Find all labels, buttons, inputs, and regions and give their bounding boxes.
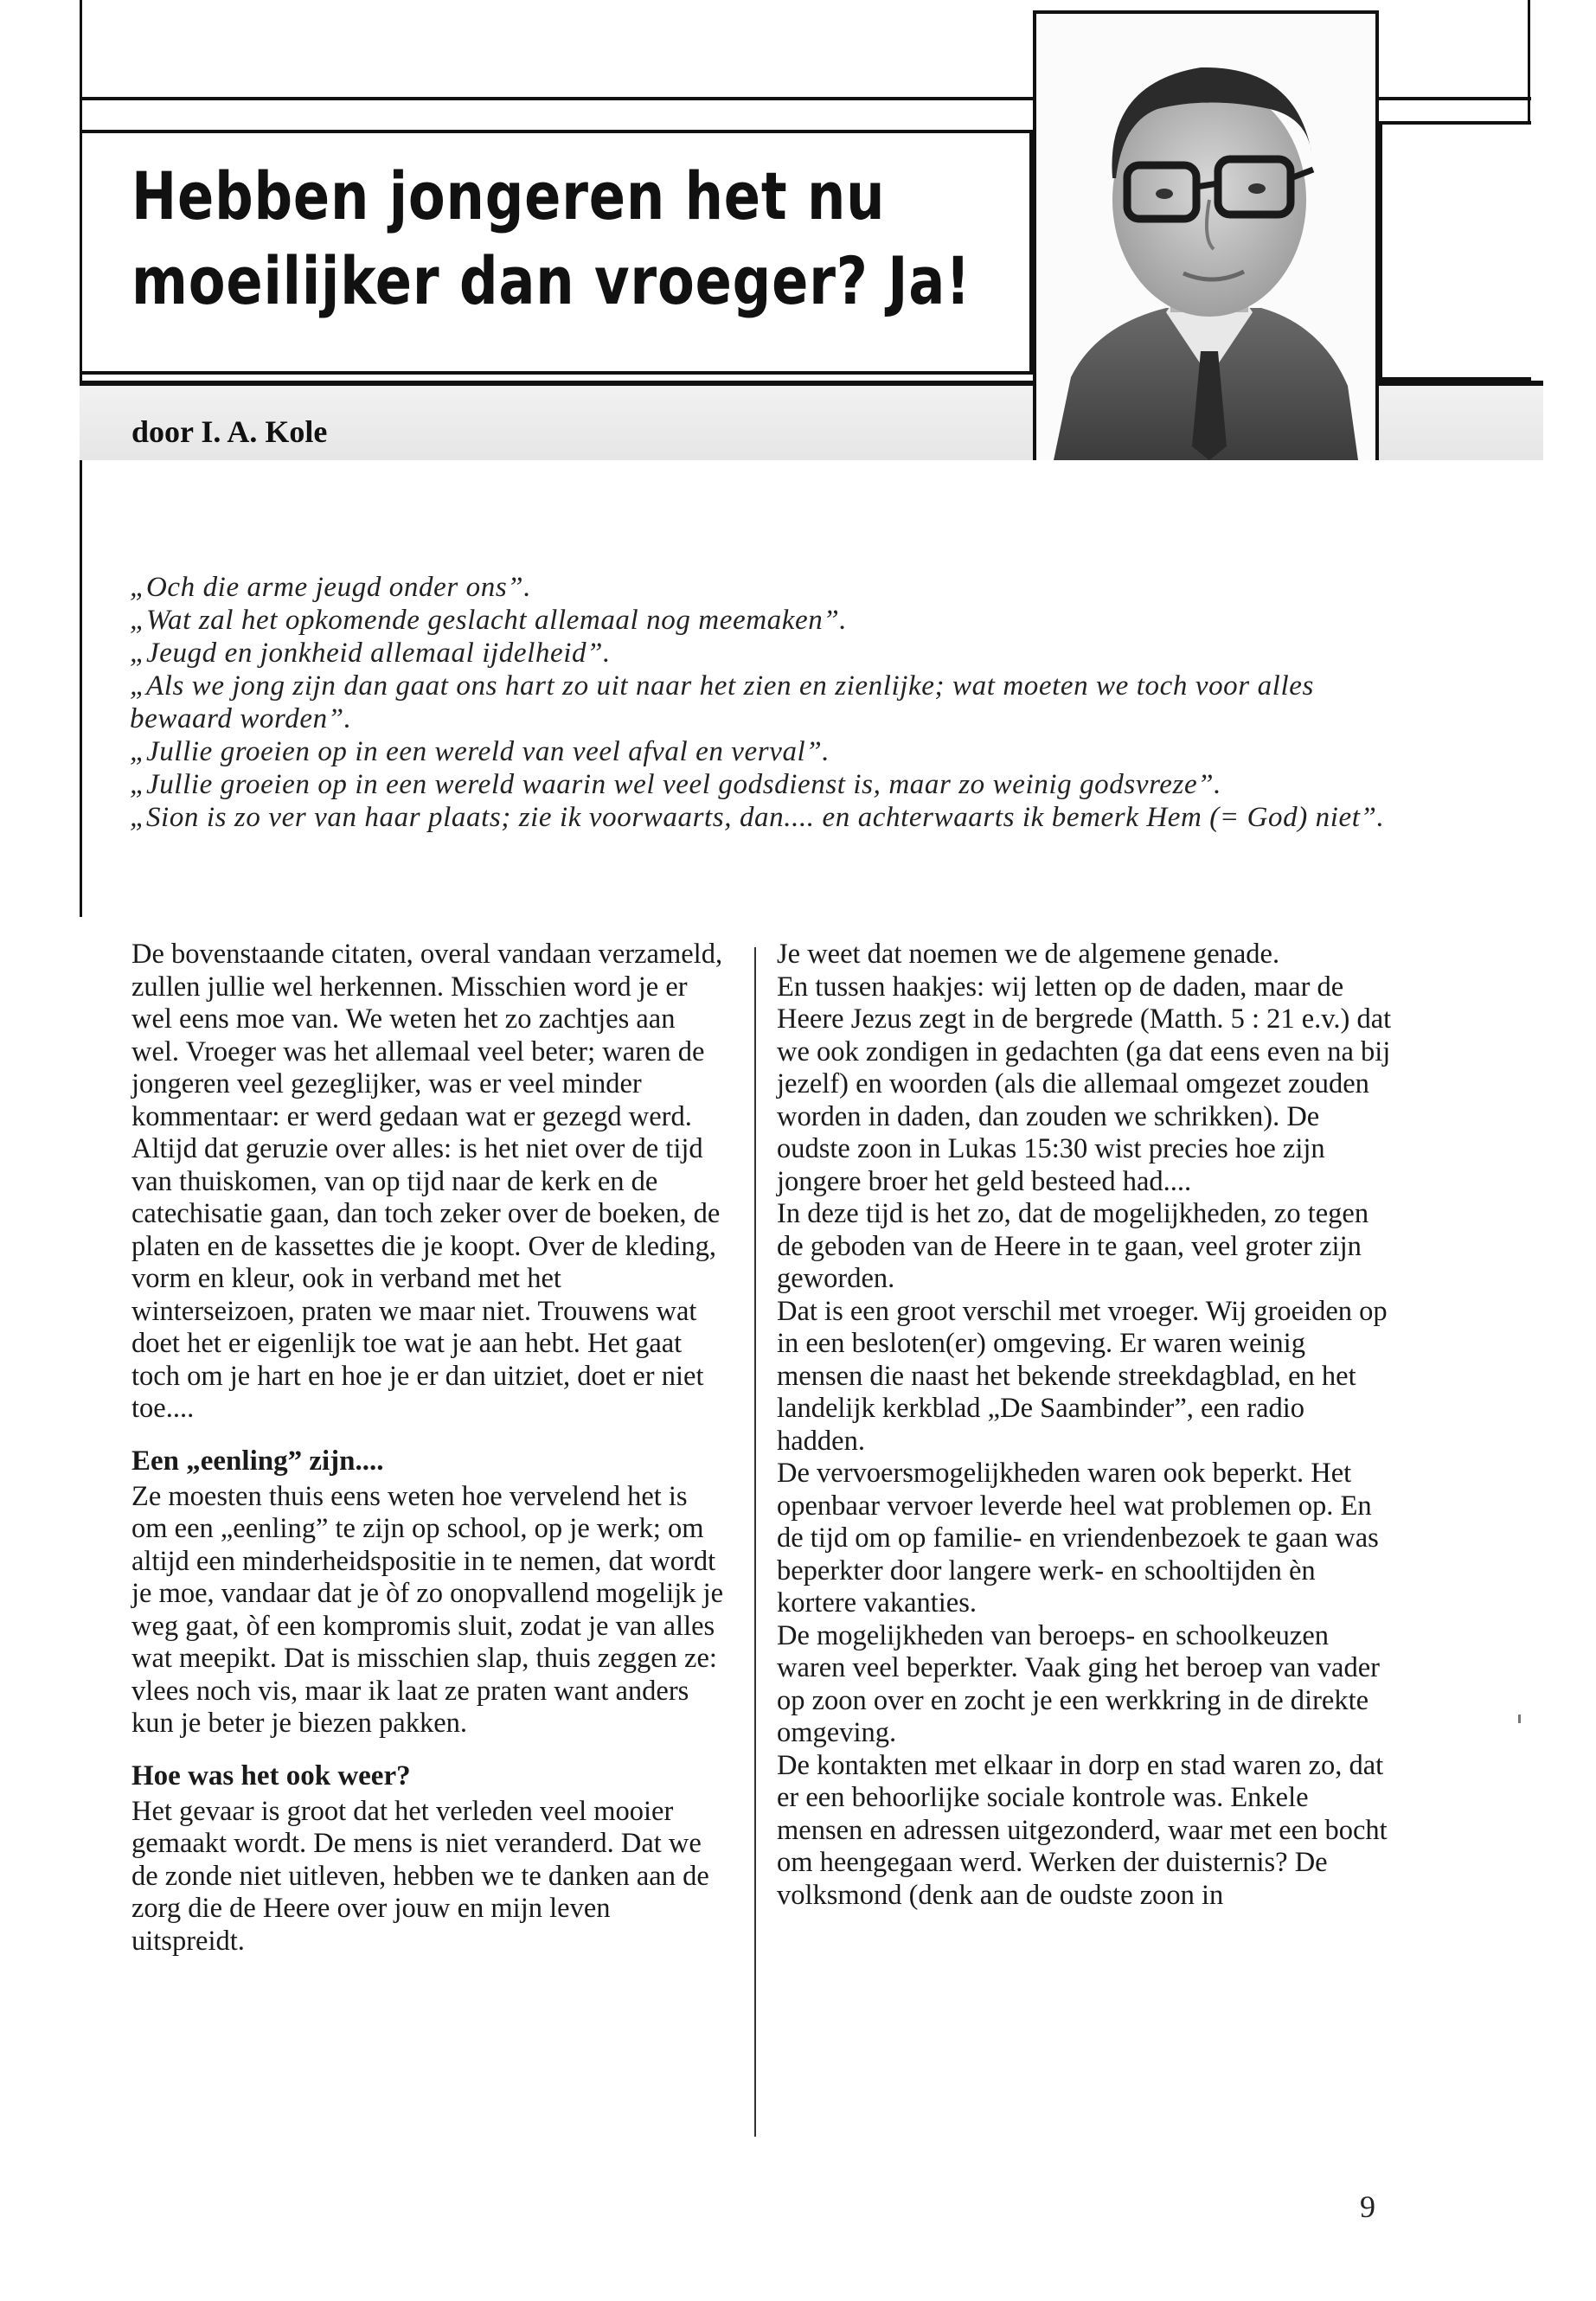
section-heading-hoe-was-het: Hoe was het ook weer? <box>131 1759 411 1791</box>
article-title-line-1: Hebben jongeren het nu <box>131 157 886 234</box>
author-portrait-drawing <box>1036 14 1375 460</box>
header-right-box <box>1379 121 1531 381</box>
right-paragraph-7: De kontakten met elkaar in dorp en stad waren zo, dat er een behoorlijke sociale kontrole was. Enkele mensen en adressen uitgezonderd, waar met een bocht om heengegaan werd. Werken der duisternis? De volksmond (denk aan de oudste zoon in <box>777 1749 1388 1911</box>
header-top-rule <box>80 97 1033 100</box>
right-paragraph-1: Je weet dat noemen we de algemene genade. <box>777 939 1280 970</box>
author-byline: door I. A. Kole <box>131 414 328 449</box>
left-paragraph-2: Ze moesten thuis eens weten hoe vervelend het is om een „eenling” te zijn op school, op je werk; om altijd een minderheidspositie in te nemen, dat wordt je moe, vandaar dat je òf zo onopvallend mogelijk je weg gaat, òf een kompromis sluit, zodat je van alles wat meepikt. Dat is misschien slap, thuis zeggen ze: vlees noch vis, maar ik laat ze praten want anders kun je beter je biezen pakken. <box>131 1480 724 1739</box>
quote-1: „Och die arme jeugd onder ons”. <box>130 572 532 603</box>
header-top-rule-right <box>1379 97 1531 100</box>
column-divider <box>754 947 756 2137</box>
right-margin-rule <box>1528 0 1530 121</box>
right-paragraph-2: En tussen haakjes: wij letten op de daden, maar de Heere Jezus zegt in de bergrede (Matth. 5 : 21 e.v.) dat we ook zondigen in gedachten (ga dat eens even na bij jezelf) en woorden (als die allemaal omgezet zouden worden in daden, dan zouden we schrikken). De oudste zoon in Lukas 15:30 wist precies hoe zijn jongere broer het geld besteed had.... <box>777 971 1392 1197</box>
quote-2: „Wat zal het opkomende geslacht allemaal nog meemaken”. <box>130 605 848 636</box>
right-paragraph-3: In deze tijd is het zo, dat de mogelijkheden, zo tegen de geboden van de Heere in te gaan, veel groter zijn geworden. <box>777 1198 1369 1294</box>
right-paragraph-6: De mogelijkheden van beroeps- en schoolkeuzen waren veel beperkter. Vaak ging het beroep van vader op zoon over en zocht je een werkkring in de direkte omgeving. <box>777 1619 1380 1748</box>
author-photo <box>1033 10 1379 460</box>
article-title-line-2: moeilijker dan vroeger? Ja! <box>131 242 971 319</box>
section-heading-eenling: Een „eenling” zijn.... <box>131 1445 384 1477</box>
quote-3: „Jeugd en jonkheid allemaal ijdelheid”. <box>130 638 611 669</box>
right-paragraph-5: De vervoersmogelijkheden waren ook beperkt. Het openbaar vervoer leverde heel wat problemen op. En de tijd om op familie- en vriendenbezoek te gaan was beperkter door langere werk- en schooltijden èn kortere vakanties. <box>777 1458 1379 1618</box>
left-column <box>131 939 728 1958</box>
left-paragraph-3: Het gevaar is groot dat het verleden veel mooier gemaakt wordt. De mens is niet veranderd. Dat we de zonde niet uitleven, hebben we te danken aan de zorg die de Heere over jouw en mijn leven uitspreidt. <box>131 1795 709 1957</box>
page-number: 9 <box>1360 2189 1375 2224</box>
quote-5: „Jullie groeien op in een wereld van veel afval en verval”. <box>130 736 830 767</box>
quote-6: „Jullie groeien op in een wereld waarin wel veel godsdienst is, maar zo weinig godsvreze”. <box>130 769 1222 800</box>
quote-7: „Sion is zo ver van haar plaats; zie ik voorwaarts, dan.... en achterwaarts ik bemerk Hem (= God) niet”. <box>130 802 1385 833</box>
left-paragraph-1: De bovenstaande citaten, overal vandaan verzameld, zullen jullie wel herkennen. Misschien word je er wel eens moe van. We weten het zo zachtjes aan wel. Vroeger was het allemaal veel beter; waren de jongeren veel gezeglijker, was er veel minder kommentaar: er werd gedaan wat er gezegd werd. Altijd dat geruzie over alles: is het niet over de tijd van thuiskomen, van op tijd naar de kerk en de catechisatie gaan, dan toch zeker over de boeken, de platen en de kassettes die je koopt. Over de kleding, vorm en kleur, ook in verband met het winterseizoen, praten we maar niet. Trouwens wat doet het er eigenlijk toe wat je aan hebt. Het gaat toch om je hart en hoe je er dan uitziet, doet er niet toe.... <box>131 939 723 1424</box>
scan-speck <box>1518 1715 1521 1723</box>
article-title <box>131 154 971 324</box>
right-column <box>777 939 1393 1912</box>
right-paragraph-4: Dat is een groot verschil met vroeger. Wij groeiden op in een besloten(er) omgeving. Er waren weinig mensen die naast het bekende streekdagblad, en het landelijk kerkblad „De Saambinder”, een radio hadden. <box>777 1295 1388 1457</box>
quote-4: „Als we jong zijn dan gaat ons hart zo uit naar het zien en zienlijke; wat moeten we toch voor alles bewaard worden”. <box>130 670 1314 734</box>
opening-quotes <box>130 571 1393 834</box>
